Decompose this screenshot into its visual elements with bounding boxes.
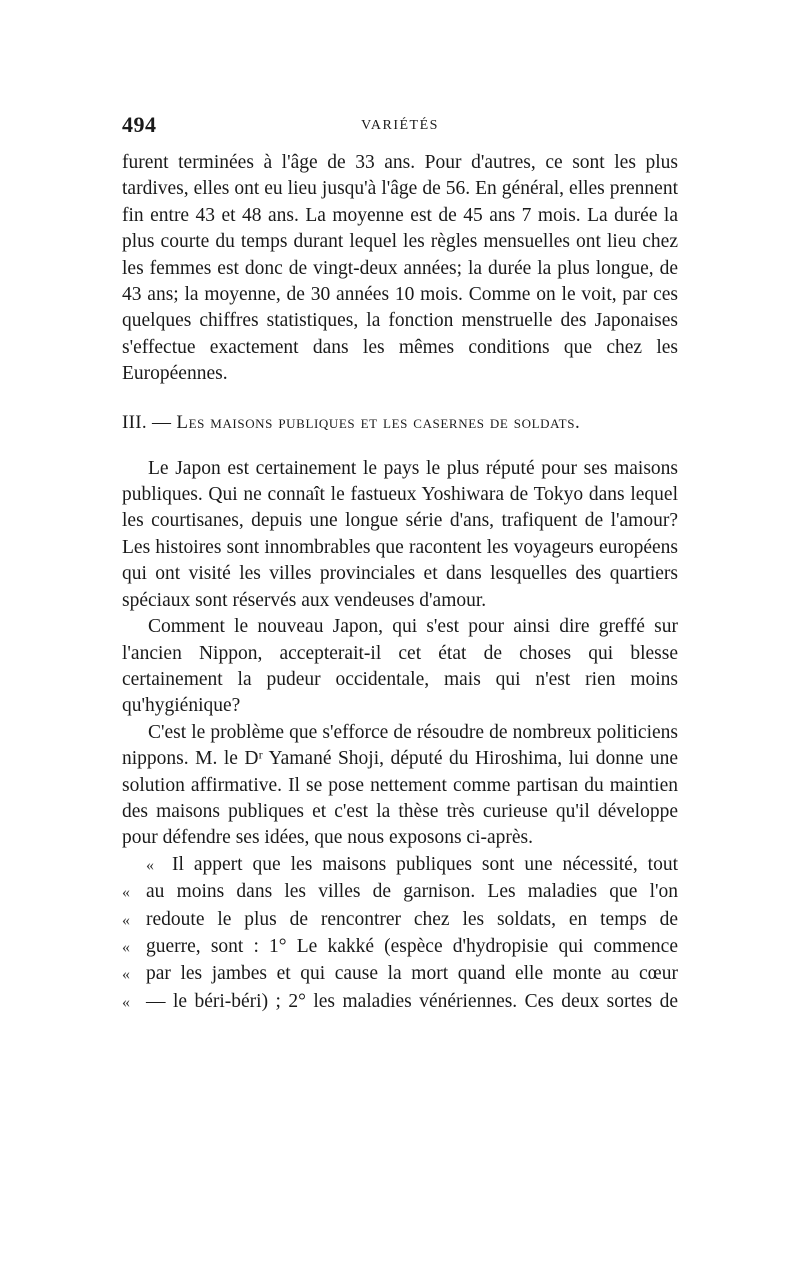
running-head-title: VARIÉTÉS	[361, 118, 439, 133]
paragraph-probleme: C'est le problème que s'efforce de résoudre de nombreux politiciens nippons. M. le Dʳ Yamané Shoji, député du Hiroshima, lui donne une solution affirmative. Il se pose nettement comme partisan du maintien des maisons publiques et c'est la thèse très curieuse qu'il développe pour défendre ses idées, que nous exposons ci-après.	[122, 721, 678, 849]
quote-line	[122, 852, 678, 879]
paragraph-nouveau-japon: Comment le nouveau Japon, qui s'est pour ainsi dire greffé sur l'ancien Nippon, accepterait-il cet état de choses qui blesse certainement la pudeur occidentale, mais qui n'est rien moins qu'hygiénique?	[122, 616, 678, 717]
quote-line-text: au moins dans les villes de garnison. Les maladies que l'on	[146, 881, 678, 903]
quotation-block	[122, 852, 678, 1016]
quote-line	[122, 934, 678, 961]
guillemet-mark: «	[122, 938, 130, 956]
quote-line-text: par les jambes et qui cause la mort quand elle monte au cœur	[146, 963, 678, 985]
quote-line-text: Il appert que les maisons publiques sont une nécessité, tout	[172, 853, 678, 875]
paragraph-continued: furent terminées à l'âge de 33 ans. Pour d'autres, ce sont les plus tardives, elles ont eu lieu jusqu'à l'âge de 56. En général, elles prennent fin entre 43 et 48 ans. La moyenne est de 45 ans 7 mois. La durée la plus courte du temps durant lequel les règles mensuelles ont lieu chez les femmes est donc de vingt-deux années; la durée la plus longue, de 43 ans; la moyenne, de 30 années 10 mois. Comme on le voit, par ces quelques chiffres statistiques, la fonction menstruelle des Japonaises s'effectue exactement dans les mêmes conditions que chez les Européennes.	[122, 152, 678, 385]
guillemet-mark: «	[146, 856, 154, 874]
quote-line-text: redoute le plus de rencontrer chez les soldats, en temps de	[146, 908, 678, 930]
section-heading	[122, 410, 678, 436]
paragraph-japon: Le Japon est certainement le pays le plus réputé pour ses maisons publiques. Qui ne connaît le fastueux Yoshiwara de Tokyo dans lequel les courtisanes, depuis une longue série d'ans, trafiquent de l'amour? Les histoires sont innombrables que racontent les voyageurs européens qui ont visité les villes provinciales et dans lesquelles des quartiers spéciaux sont réservés aux vendeuses d'amour.	[122, 457, 678, 611]
quote-line	[122, 961, 678, 988]
page-number: 494	[122, 112, 157, 137]
quote-line-text: guerre, sont : 1° Le kakké (espèce d'hydropisie qui commence	[146, 935, 678, 957]
running-head	[122, 112, 678, 142]
section-numeral: III. —	[122, 411, 172, 433]
guillemet-mark: «	[122, 884, 130, 902]
quote-line	[122, 907, 678, 934]
guillemet-mark: «	[122, 993, 130, 1011]
guillemet-mark: «	[122, 966, 130, 984]
guillemet-mark: «	[122, 911, 130, 929]
quote-line	[122, 879, 678, 906]
quote-line	[122, 989, 678, 1016]
body-text	[122, 150, 678, 1016]
quote-line-text: — le béri-béri) ; 2° les maladies vénériennes. Ces deux sortes de	[146, 990, 678, 1012]
section-title: Les maisons publiques et les casernes de soldats.	[176, 411, 581, 433]
